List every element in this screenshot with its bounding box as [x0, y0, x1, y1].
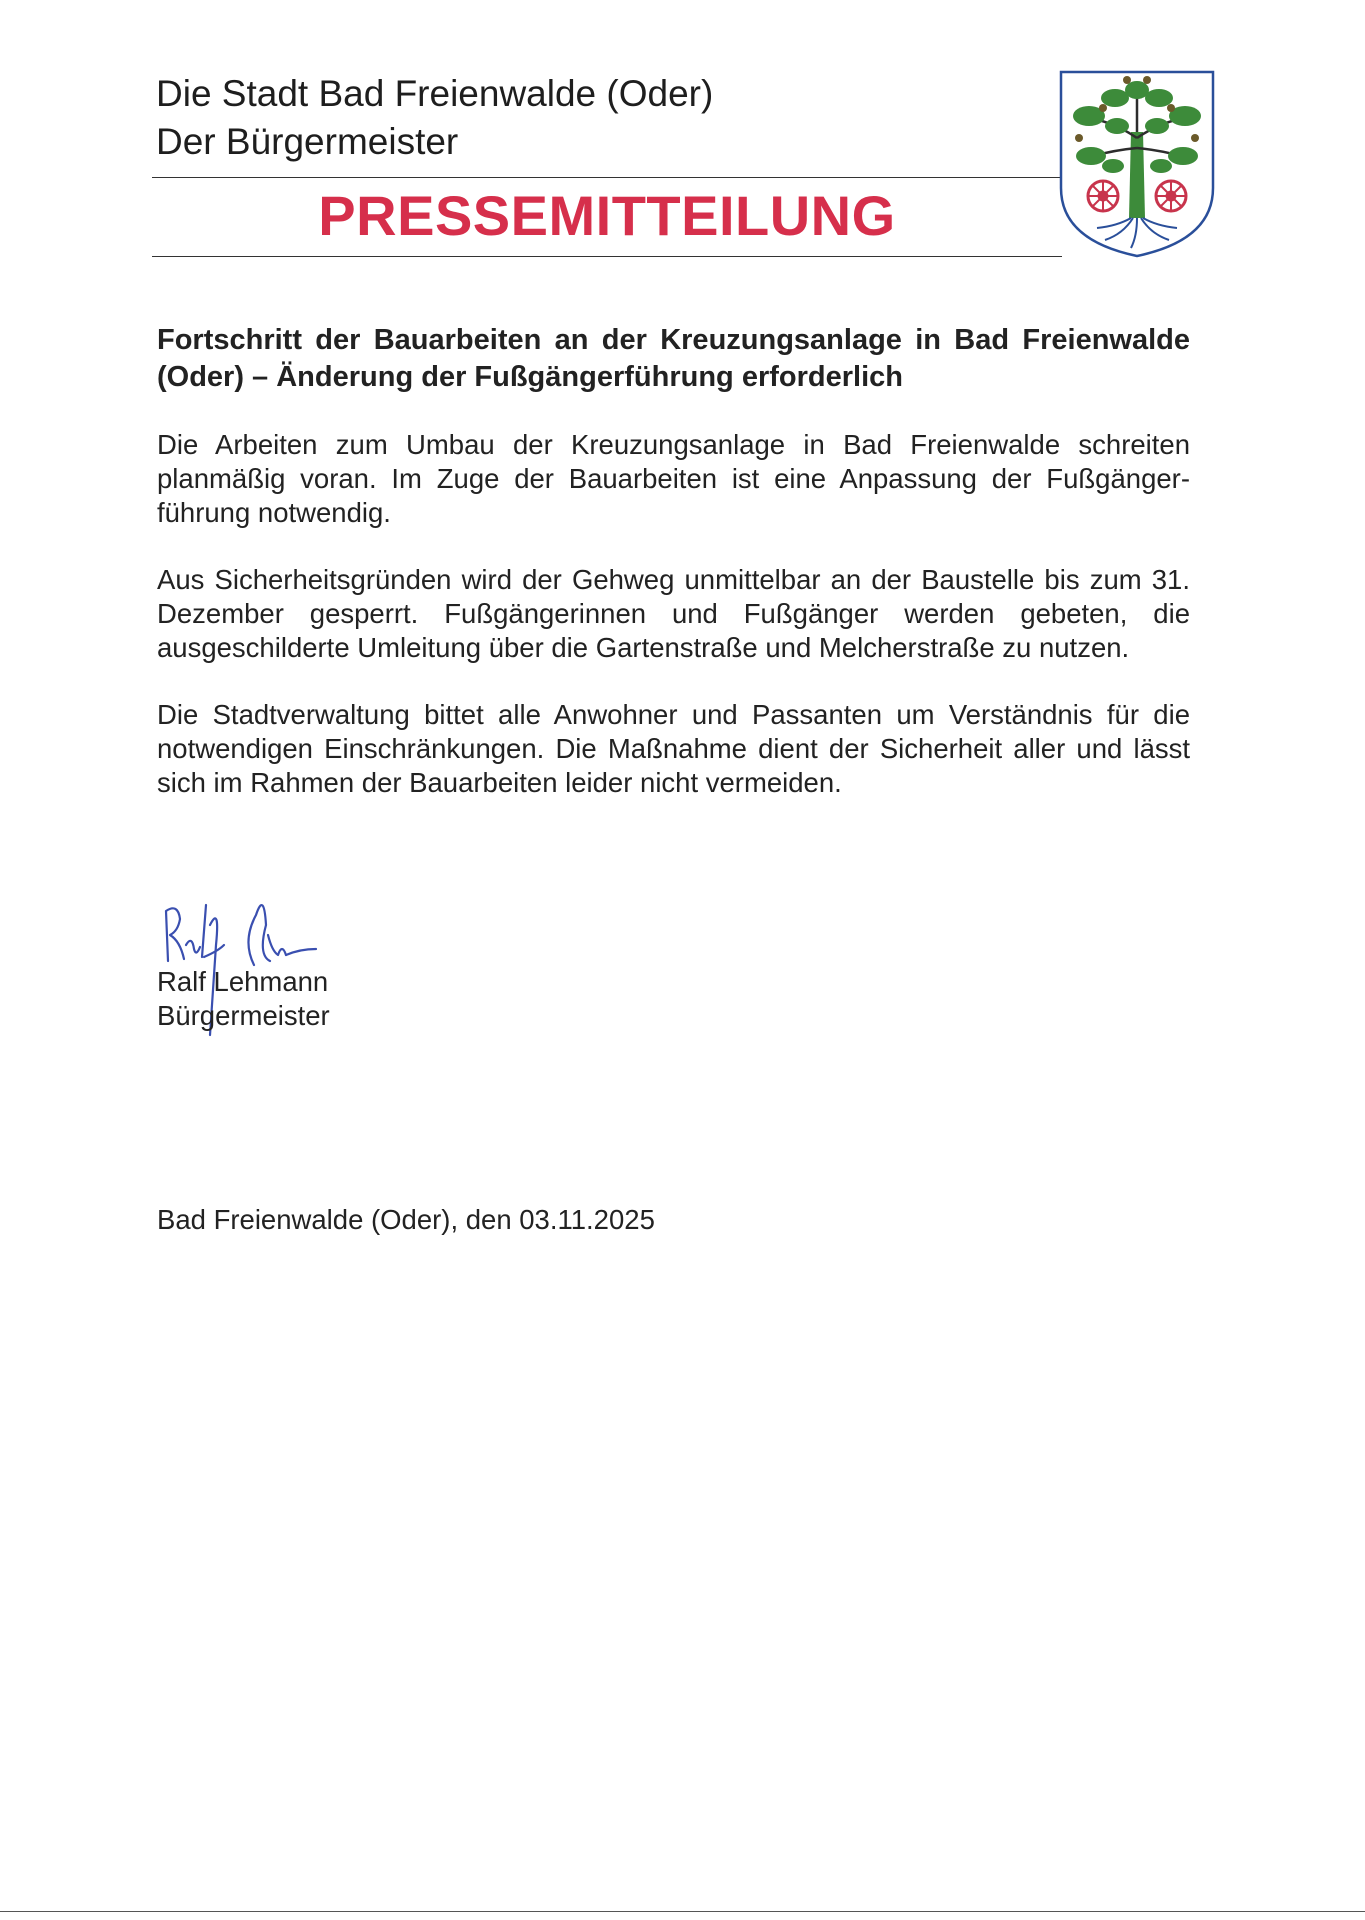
- crest-trunk: [1129, 132, 1145, 218]
- signer-title: Bürgermeister: [157, 1000, 330, 1031]
- sender-city: Die Stadt Bad Freienwalde (Oder): [156, 73, 714, 114]
- crest-wheel-left: [1088, 181, 1118, 211]
- place-and-date: Bad Freienwalde (Oder), den 03.11.2025: [157, 1204, 655, 1235]
- press-release-label: PRESSEMITTEILUNG: [318, 184, 896, 247]
- article-paragraph-1: Die Arbeiten zum Umbau der Kreuzungsanlage in Bad Freienwalde schreiten planmäßig voran. Im Zuge der Bauarbeiten ist eine Anpassung der Fußgängerführung notwendig.: [157, 429, 1190, 528]
- header-rule-top: [152, 177, 1062, 178]
- crest-wheel-right: [1156, 181, 1186, 211]
- article-paragraph-3: Die Stadtverwaltung bittet alle Anwohner und Passanten um Verständnis für die notwendigen Einschränkungen. Die Maßnahme dient der Sicherheit aller und lässt sich im Rahmen der Bauarbeiten leider nicht vermeiden.: [157, 699, 1190, 798]
- scan-bottom-edge: [0, 1911, 1365, 1912]
- sender-office: Der Bürgermeister: [156, 121, 459, 162]
- signer-name: Ralf Lehmann: [157, 966, 329, 997]
- oak-tree-coat-of-arms-icon: [1057, 68, 1217, 260]
- article-headline: Fortschritt der Bauarbeiten an der Kreuzungsanlage in Bad Freienwalde (Oder) – Änderung der Fußgängerführung erforderlich: [157, 324, 1190, 393]
- signer-block: [157, 965, 330, 1033]
- header-rule-bottom: [152, 256, 1062, 257]
- sender-block: [156, 70, 713, 166]
- article-paragraph-2: Aus Sicherheitsgründen wird der Gehweg unmittelbar an der Baustelle bis zum 31. Dezember gesperrt. Fußgängerinnen und Fußgänger werden gebeten, die ausgeschilderte Umleitung über die Gartenstraße und Melcherstraße zu nutzen.: [157, 564, 1190, 663]
